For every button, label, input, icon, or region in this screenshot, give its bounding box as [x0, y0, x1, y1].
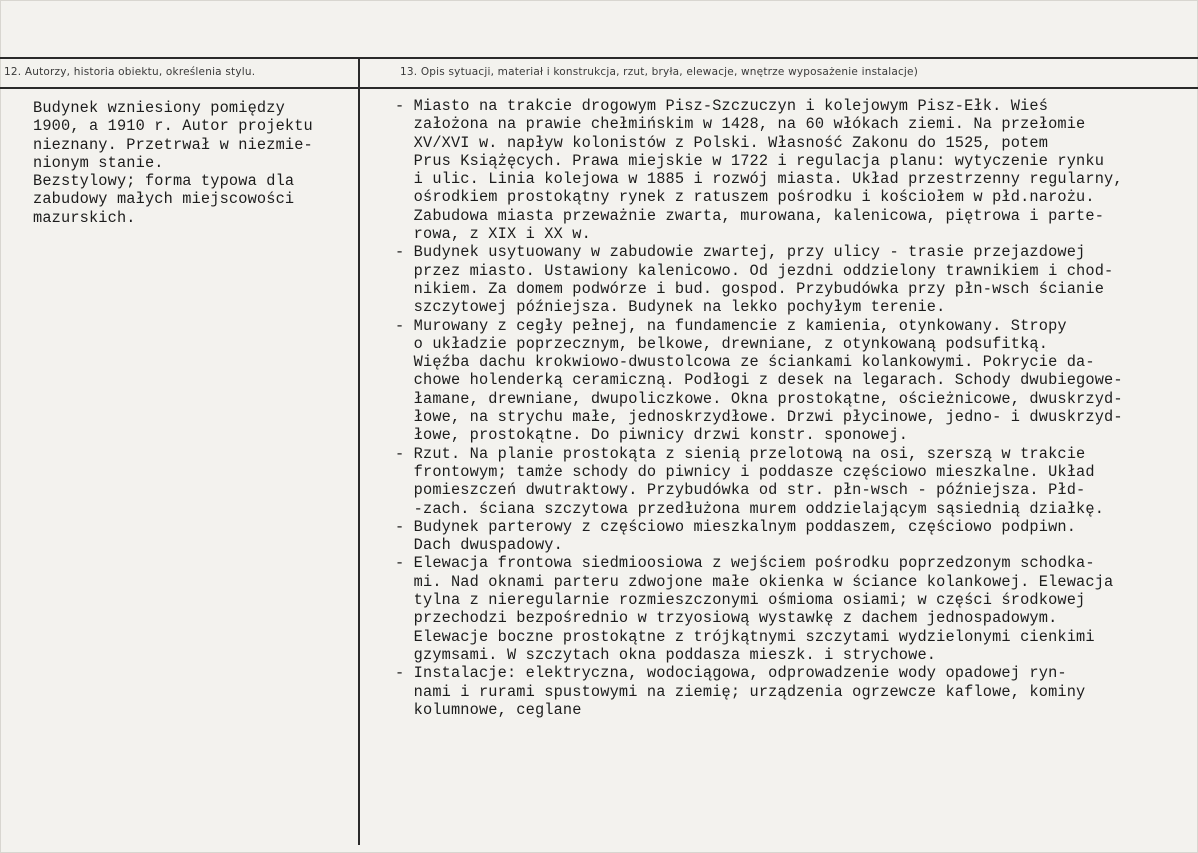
text-line: przechodzi bezpośrednio w trzyosiową wystawkę z dachem jednospadowym. [395, 609, 1058, 628]
text-line: szczytowej późniejsza. Budynek na lekko pochyłym terenie. [395, 298, 946, 317]
column-divider [358, 57, 360, 845]
text-line: mi. Nad oknami parteru zdwojone małe okienka w ściance kolankowej. Elewacja [395, 572, 1114, 591]
text-line: Elewacje boczne prostokątne z trójkątnymi szczytami wydzielonymi cienkimi [395, 627, 1095, 646]
right-section-title: 13. Opis sytuacji, materiał i konstrukcja, rzut, bryła, elewacje, wnętrze wyposażenie instalacje) [400, 66, 918, 78]
text-line: Bezstylowy; forma typowa dla [33, 172, 295, 191]
text-line: ośrodkiem prostokątny rynek z ratuszem pośrodku i kościołem w płd.narożu. [395, 188, 1095, 207]
text-line: chowe holenderką ceramiczną. Podłogi z desek na legarach. Schody dwubiegowe- [395, 371, 1123, 390]
text-line: - Instalacje: elektryczna, wodociągowa, odprowadzenie wody opadowej ryn- [395, 664, 1067, 683]
text-line: Prus Książęcych. Prawa miejskie w 1722 i regulacja planu: wytyczenie rynku [395, 151, 1105, 170]
text-line: Więźba dachu krokwiowo-dwustolcowa ze ściankami kolankowymi. Pokrycie da- [395, 353, 1095, 372]
text-line: rowa, z XIX i XX w. [395, 225, 591, 244]
text-line: - Budynek usytuowany w zabudowie zwartej, przy ulicy - trasie przejazdowej [395, 243, 1086, 262]
text-line: frontowym; tamże schody do piwnicy i poddasze częściowo mieszkalne. Układ [395, 462, 1095, 481]
text-line: pomieszczeń dwutraktowy. Przybudówka od str. płn-wsch - późniejsza. Płd- [395, 481, 1086, 500]
text-line: tylna z nieregularnie rozmieszczonymi ośmioma osiami; w części środkowej [395, 591, 1086, 610]
text-line: łowe, na strychu małe, jednoskrzydłowe. Drzwi płycinowe, jedno- i dwuskrzyd- [395, 408, 1123, 427]
text-line: łowe, prostokątne. Do piwnicy drzwi konstr. sponowej. [395, 426, 909, 445]
text-line: Zabudowa miasta przeważnie zwarta, murowana, kalenicowa, piętrowa i parte- [395, 206, 1105, 225]
header-rule [0, 87, 1198, 89]
left-section-title: 12. Autorzy, historia obiektu, określenia stylu. [4, 66, 256, 78]
top-rule [0, 57, 1198, 59]
text-line: nikiem. Za domem podwórze i bud. gospod. Przybudówka przy płn-wsch ścianie [395, 279, 1105, 298]
text-line: - Rzut. Na planie prostokąta z sienią przelotową na osi, szerszą w trakcie [395, 444, 1086, 463]
text-line: Dach dwuspadowy. [395, 536, 563, 555]
text-line: nionym stanie. [33, 153, 164, 172]
text-line: nieznany. Przetrwał w niezmie- [33, 135, 313, 154]
text-line: o układzie poprzecznym, belkowe, drewniane, z otynkowaną podsufitką. [395, 334, 1049, 353]
text-line: i ulic. Linia kolejowa w 1885 i rozwój miasta. Układ przestrzenny regularny, [395, 170, 1123, 189]
text-line: 1900, a 1910 r. Autor projektu [33, 117, 313, 136]
text-line: -zach. ściana szczytowa przedłużona murem oddzielającym sąsiednią działkę. [395, 499, 1105, 518]
text-line: zabudowy małych miejscowości [33, 190, 295, 209]
text-line: - Murowany z cegły pełnej, na fundamencie z kamienia, otynkowany. Stropy [395, 316, 1067, 335]
text-line: - Miasto na trakcie drogowym Pisz-Szczuczyn i kolejowym Pisz-Ełk. Wieś [395, 97, 1049, 115]
text-line: mazurskich. [33, 208, 136, 227]
text-line: XV/XVI w. napływ kolonistów z Polski. Własność Zakonu do 1525, potem [395, 133, 1049, 152]
text-line: nami i rurami spustowymi na ziemię; urządzenia ogrzewcze kaflowe, kominy [395, 682, 1086, 701]
text-line: Budynek wzniesiony pomiędzy [33, 99, 285, 117]
text-line: - Elewacja frontowa siedmioosiowa z wejściem pośrodku poprzedzonym schodka- [395, 554, 1095, 573]
text-line: przez miasto. Ustawiony kalenicowo. Od jezdni oddzielony trawnikiem i chod- [395, 261, 1114, 280]
text-line: łamane, drewniane, dwupoliczkowe. Okna prostokątne, ościeżnicowe, dwuskrzyd- [395, 389, 1123, 408]
description-text [395, 97, 1123, 719]
text-line: kolumnowe, ceglane [395, 700, 582, 719]
text-line: gzymsami. W szczytach okna poddasza mieszk. i strychowe. [395, 645, 937, 664]
history-text [33, 99, 313, 227]
text-line: - Budynek parterowy z częściowo mieszkalnym poddaszem, częściowo podpiwn. [395, 517, 1077, 536]
text-line: założona na prawie chełmińskim w 1428, na 60 włókach ziemi. Na przełomie [395, 115, 1086, 134]
